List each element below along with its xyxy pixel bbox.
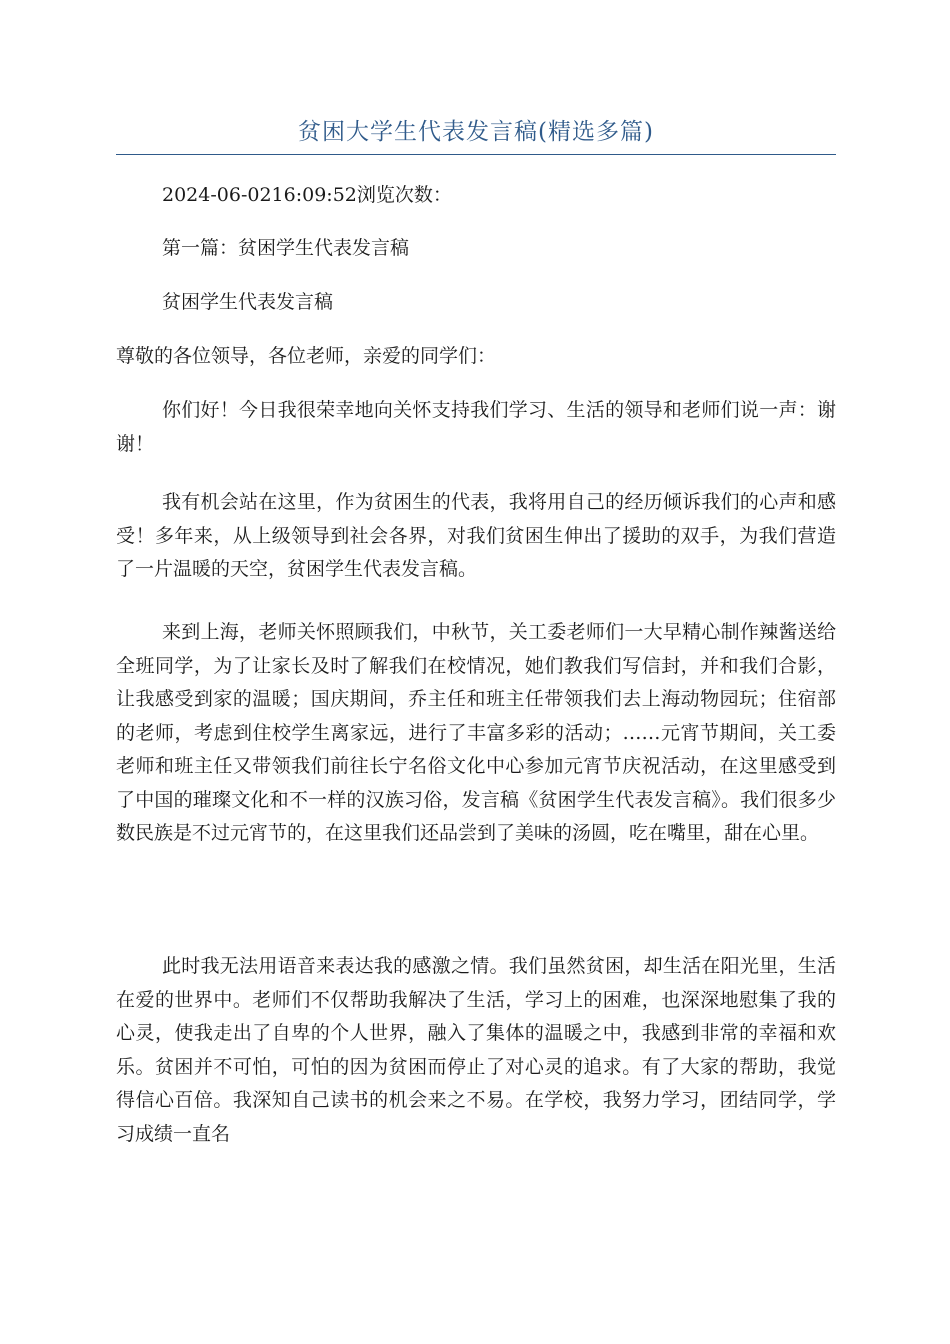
subheading: 贫困学生代表发言稿 — [162, 291, 334, 313]
paragraph-2: 我有机会站在这里，作为贫困生的代表，我将用自己的经历倾诉我们的心声和感受！多年来，从上级领导到社会各界，对我们贫困生伸出了援助的双手，为我们营造了一片温暖的天空，贫困学生代表发言稿。 — [116, 491, 836, 580]
paragraph-1: 你们好！今日我很荣幸地向关怀支持我们学习、生活的领导和老师们说一声：谢谢！ — [116, 399, 836, 455]
document-page — [116, 0, 836, 1145]
title-underline — [116, 154, 836, 155]
meta-line: 2024-06-0216:09:52浏览次数： — [162, 184, 452, 206]
salutation: 尊敬的各位领导，各位老师，亲爱的同学们： — [116, 345, 497, 367]
paragraph-4: 此时我无法用语音来表达我的感激之情。我们虽然贫困，却生活在阳光里，生活在爱的世界中。老师们不仅帮助我解决了生活，学习上的困难，也深深地慰集了我的心灵，使我走出了自卑的个人世界，融入了集体的温暖之中，我感到非常的幸福和欢乐。贫困并不可怕，可怕的因为贫困而停止了对心灵的追求。有了大家的帮助，我觉得信心百倍。我深知自己读书的机会来之不易。在学校，我努力学习，团结同学，学习成绩一直名 — [116, 955, 836, 1145]
section-heading: 第一篇：贫困学生代表发言稿 — [162, 237, 410, 259]
paragraph-3: 来到上海，老师关怀照顾我们，中秋节，关工委老师们一大早精心制作辣酱送给全班同学，为了让家长及时了解我们在校情况，她们教我们写信封，并和我们合影，让我感受到家的温暖；国庆期间，乔主任和班主任带领我们去上海动物园玩；住宿部的老师，考虑到住校学生离家远，进行了丰富多彩的活动；……元宵节期间，关工委老师和班主任又带领我们前往长宁名俗文化中心参加元宵节庆祝活动，在这里感受到了中国的璀璨文化和不一样的汉族习俗，发言稿《贫困学生代表发言稿》。我们很多少数民族是不过元宵节的，在这里我们还品尝到了美味的汤圆，吃在嘴里，甜在心里。 — [116, 621, 836, 844]
document-title: 贫困大学生代表发言稿(精选多篇) — [298, 119, 654, 145]
